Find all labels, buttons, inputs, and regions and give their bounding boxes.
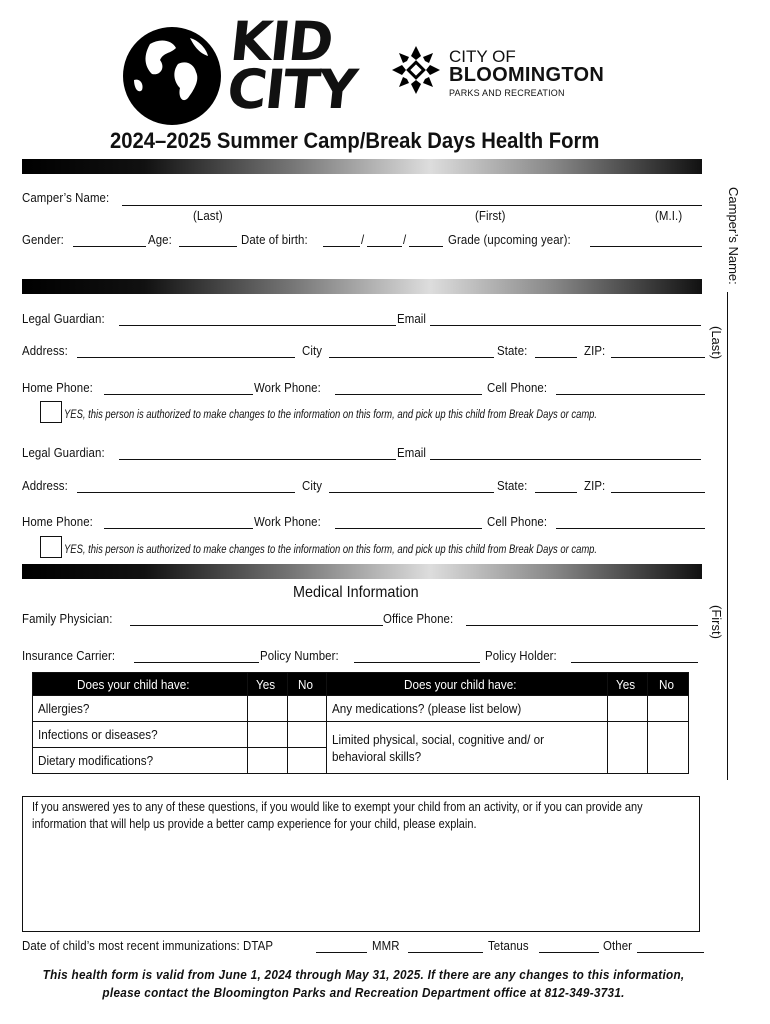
explanation-prompt: If you answered yes to any of these questions, if you would like to exempt your child from an activity, or if you can provide any information that will help us provide a better camp experience for your child, please explain.: [32, 800, 643, 831]
dob-month-field[interactable]: [323, 246, 360, 247]
guardian2-zip-label: ZIP:: [584, 478, 606, 493]
city-of-label: CITY OF: [449, 47, 516, 66]
kid-city-line2: CITY: [224, 58, 359, 121]
column-header-text: Does your child have:: [77, 676, 190, 692]
guardian1-zip-label: ZIP:: [584, 343, 606, 358]
dtap-field[interactable]: [316, 952, 367, 953]
dob-label: Date of birth:: [241, 232, 308, 247]
age-field[interactable]: [179, 246, 237, 247]
guardian1-home-phone-label: Home Phone:: [22, 380, 93, 395]
guardian1-city-field[interactable]: [329, 357, 494, 358]
side-name-line[interactable]: [727, 292, 728, 780]
mmr-label: MMR: [372, 938, 400, 953]
globe-logo: [120, 24, 224, 128]
family-physician-label: Family Physician:: [22, 611, 113, 626]
guardian2-state-field[interactable]: [535, 492, 577, 493]
medications-no-cell[interactable]: [647, 696, 688, 722]
section-divider: [22, 159, 702, 174]
other-field[interactable]: [637, 952, 704, 953]
column-header-text: Yes: [256, 676, 276, 692]
medical-conditions-table: [32, 672, 689, 774]
dob-year-field[interactable]: [409, 246, 443, 247]
condition-cell: [33, 748, 248, 774]
condition-dietary: Dietary modifications?: [38, 753, 154, 768]
guardian2-work-phone-label: Work Phone:: [254, 514, 321, 529]
column-header: [607, 673, 647, 696]
footer-notice: This health form is valid from June 1, 2024 through May 31, 2025. If there are any changes to this information, please contact the Bloomington Parks and Recreation Department office at 812-349-3731.: [42, 968, 685, 1000]
dept-label: PARKS AND RECREATION: [449, 88, 565, 98]
guardian2-work-phone-field[interactable]: [335, 528, 482, 529]
dietary-yes-cell[interactable]: [247, 748, 287, 774]
guardian2-city-field[interactable]: [329, 492, 494, 493]
form-title: 2024–2025 Summer Camp/Break Days Health Form: [110, 128, 600, 153]
column-header-text: No: [298, 676, 314, 692]
table-header-row: [33, 673, 689, 696]
guardian2-label: Legal Guardian:: [22, 445, 105, 460]
side-last-label: (Last): [709, 326, 724, 360]
guardian1-authorization-checkbox[interactable]: [40, 401, 62, 423]
condition-cell: [33, 696, 248, 722]
bloomington-emblem-icon: [390, 44, 442, 96]
first-sublabel: (First): [475, 208, 506, 223]
guardian1-cell-phone-field[interactable]: [556, 394, 705, 395]
guardian1-zip-field[interactable]: [611, 357, 705, 358]
condition-limited-skills: Limited physical, social, cognitive and/ or behavioral skills?: [331, 731, 544, 764]
explanation-box[interactable]: [22, 796, 700, 932]
side-first-label: (First): [709, 605, 724, 639]
guardian2-authorization-text: YES, this person is authorized to make changes to the information on this form, and pick up this child from Break Days or camp.: [64, 544, 598, 556]
condition-cell: [326, 696, 607, 722]
guardian1-city-label: City: [302, 343, 323, 358]
guardian2-cell-phone-label: Cell Phone:: [487, 514, 548, 529]
tetanus-label: Tetanus: [488, 938, 529, 953]
guardian2-city-label: City: [302, 478, 323, 493]
guardian2-state-label: State:: [497, 478, 528, 493]
guardian1-authorization-text: YES, this person is authorized to make changes to the information on this form, and pick up this child from Break Days or camp.: [64, 409, 598, 421]
column-header-text: Yes: [616, 676, 636, 692]
guardian2-email-field[interactable]: [430, 459, 701, 460]
guardian1-cell-phone-label: Cell Phone:: [487, 380, 548, 395]
allergies-yes-cell[interactable]: [247, 696, 287, 722]
grade-field[interactable]: [590, 246, 702, 247]
dob-day-field[interactable]: [367, 246, 402, 247]
guardian1-state-label: State:: [497, 343, 528, 358]
column-header: [33, 673, 248, 696]
medications-yes-cell[interactable]: [607, 696, 647, 722]
guardian2-address-field[interactable]: [77, 492, 295, 493]
guardian2-email-label: Email: [397, 445, 427, 460]
infections-no-cell[interactable]: [287, 722, 326, 748]
side-campers-name-label: Camper’s Name:: [726, 187, 741, 285]
column-header: [247, 673, 287, 696]
campers-name-field[interactable]: [122, 205, 702, 206]
table-row: [33, 722, 689, 748]
medical-heading: Medical Information: [293, 584, 419, 601]
insurance-carrier-label: Insurance Carrier:: [22, 648, 116, 663]
other-label: Other: [603, 938, 633, 953]
condition-medications: Any medications? (please list below): [331, 701, 521, 716]
last-sublabel: (Last): [193, 208, 223, 223]
column-header-text: No: [659, 676, 675, 692]
column-header: [326, 673, 607, 696]
campers-name-label: Camper’s Name:: [22, 190, 110, 205]
kid-city-line1: KID: [227, 10, 335, 73]
column-header: [287, 673, 326, 696]
column-header-text: Does your child have:: [404, 676, 517, 692]
condition-cell: [33, 722, 248, 748]
policy-holder-label: Policy Holder:: [485, 648, 557, 663]
grade-label: Grade (upcoming year):: [448, 232, 571, 247]
mi-sublabel: (M.I.): [655, 208, 683, 223]
family-physician-field[interactable]: [130, 625, 383, 626]
dob-slash-2: /: [403, 232, 407, 247]
guardian2-authorization-checkbox[interactable]: [40, 536, 62, 558]
section-divider: [22, 279, 702, 294]
office-phone-label: Office Phone:: [383, 611, 454, 626]
insurance-carrier-field[interactable]: [134, 662, 259, 663]
policy-number-label: Policy Number:: [260, 648, 339, 663]
guardian2-home-phone-field[interactable]: [104, 528, 253, 529]
gender-label: Gender:: [22, 232, 64, 247]
kid-city-logo: [223, 10, 373, 121]
guardian1-work-phone-label: Work Phone:: [254, 380, 321, 395]
age-label: Age:: [148, 232, 172, 247]
guardian1-address-label: Address:: [22, 343, 68, 358]
guardian1-address-field[interactable]: [77, 357, 295, 358]
office-phone-field[interactable]: [466, 625, 698, 626]
dietary-no-cell[interactable]: [287, 748, 326, 774]
policy-holder-field[interactable]: [571, 662, 698, 663]
condition-infections: Infections or diseases?: [38, 727, 158, 742]
condition-allergies: Allergies?: [38, 701, 90, 716]
dob-slash: /: [361, 232, 365, 247]
condition-cell: [326, 722, 607, 774]
policy-number-field[interactable]: [354, 662, 480, 663]
section-divider: [22, 564, 702, 579]
gender-field[interactable]: [73, 246, 146, 247]
guardian1-label: Legal Guardian:: [22, 311, 105, 326]
infections-yes-cell[interactable]: [247, 722, 287, 748]
guardian2-name-field[interactable]: [119, 459, 396, 460]
guardian2-cell-phone-field[interactable]: [556, 528, 705, 529]
guardian1-name-field[interactable]: [119, 325, 396, 326]
limited-skills-no-cell[interactable]: [647, 722, 688, 774]
column-header: [647, 673, 688, 696]
guardian1-work-phone-field[interactable]: [335, 394, 482, 395]
guardian2-home-phone-label: Home Phone:: [22, 514, 93, 529]
guardian1-email-field[interactable]: [430, 325, 701, 326]
guardian1-state-field[interactable]: [535, 357, 577, 358]
guardian1-email-label: Email: [397, 311, 427, 326]
immunizations-label: Date of child’s most recent immunizations: DTAP: [22, 938, 274, 953]
guardian2-zip-field[interactable]: [611, 492, 705, 493]
table-row: [33, 696, 689, 722]
guardian2-address-label: Address:: [22, 478, 68, 493]
city-name-label: BLOOMINGTON: [449, 64, 605, 86]
tetanus-field[interactable]: [539, 952, 599, 953]
allergies-no-cell[interactable]: [287, 696, 326, 722]
limited-skills-yes-cell[interactable]: [607, 722, 647, 774]
guardian1-home-phone-field[interactable]: [104, 394, 253, 395]
mmr-field[interactable]: [408, 952, 483, 953]
